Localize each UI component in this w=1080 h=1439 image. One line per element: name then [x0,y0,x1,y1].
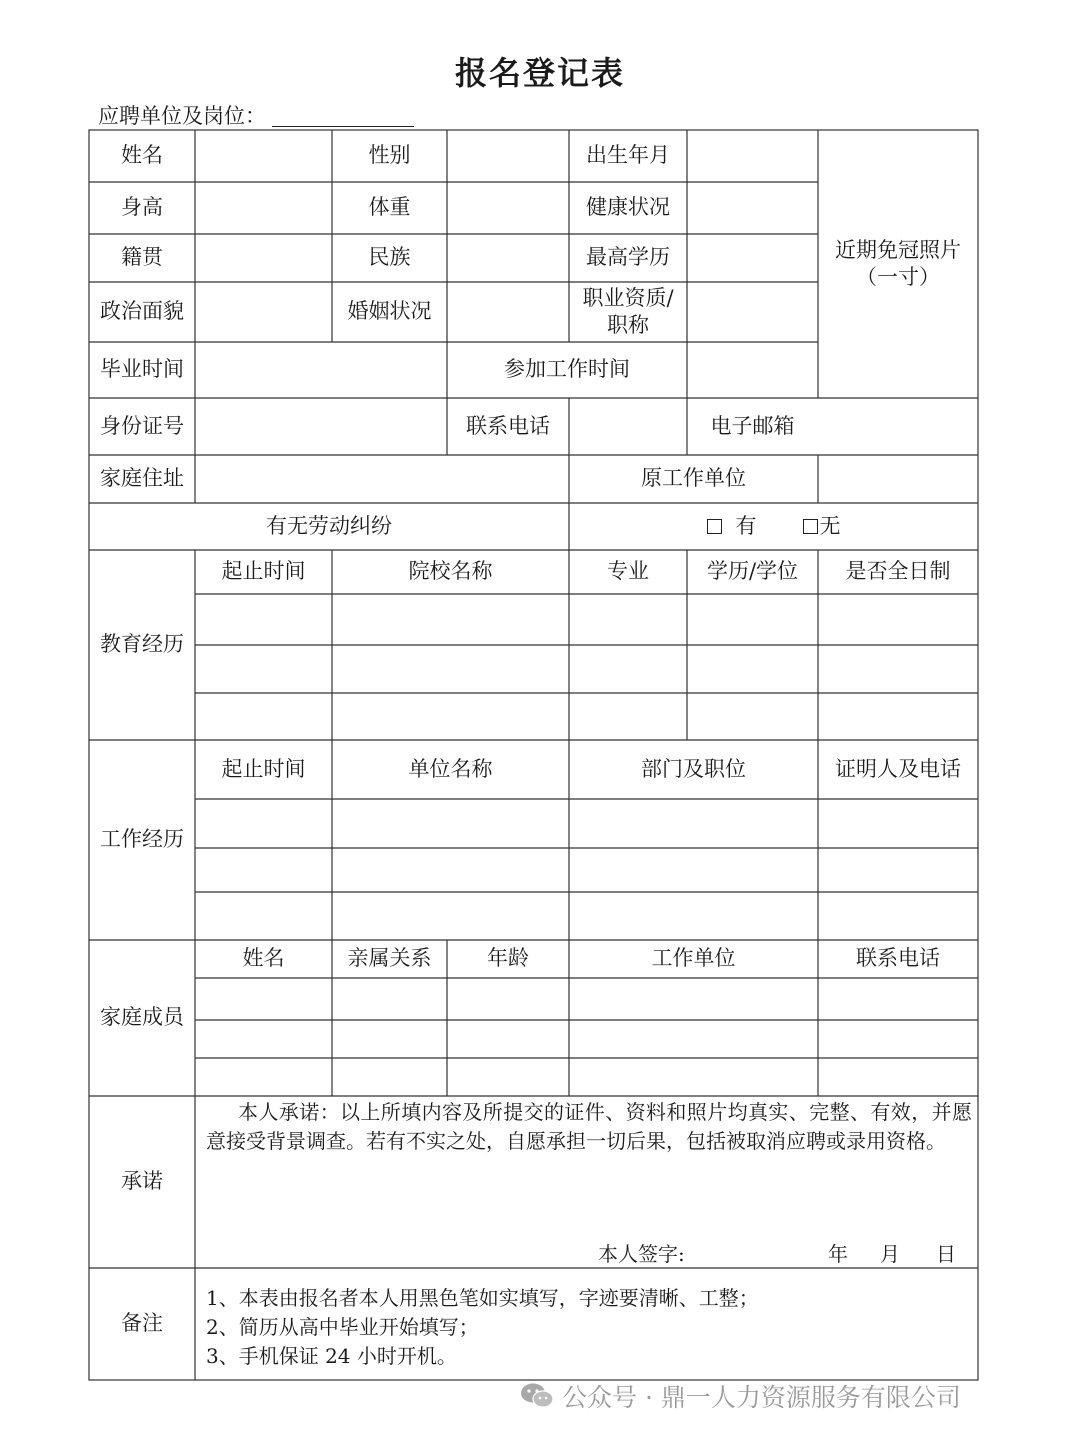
address-field[interactable] [195,455,569,503]
family-row[interactable] [195,1058,978,1096]
family-header-name: 姓名 [242,946,285,971]
promise-text: 本人承诺：以上所填内容及所提交的证件、资料和照片均真实、完整、有效，并愿意接受背景调查。若有不实之处，自愿承担一切后果，包括被取消应聘或录用资格。 [206,1100,972,1153]
education-level-field[interactable] [687,234,818,282]
labor-dispute-label: 有无劳动纠纷 [266,513,392,538]
date-day-label: 日 [936,1242,956,1266]
graduation-time-field[interactable] [195,342,447,398]
edu-header-degree: 学历/学位 [706,559,799,584]
marital-status-label: 婚姻状况 [347,299,432,324]
phone-label: 联系电话 [466,413,550,438]
promise-section-label: 承诺 [121,1169,163,1194]
work-start-field[interactable] [687,342,818,398]
qualification-field[interactable] [687,282,818,342]
dispute-no-option[interactable] [803,513,841,540]
weight-field[interactable] [447,182,569,234]
signature-field[interactable] [700,1236,810,1264]
marital-status-field[interactable] [447,282,569,342]
work-header-employer: 单位名称 [408,756,493,781]
edu-header-period: 起止时间 [221,559,306,584]
family-header-phone: 联系电话 [856,946,940,971]
education-section-label: 教育经历 [100,632,184,657]
work-section-label: 工作经历 [100,827,184,852]
work-row[interactable] [195,892,978,940]
previous-employer-field[interactable] [818,455,978,503]
dispute-yes-option[interactable] [707,513,757,540]
work-row[interactable] [195,848,978,892]
ethnicity-field[interactable] [447,234,569,282]
remark-item: 3、手机保证 24 小时开机。 [206,1344,457,1368]
height-label: 身高 [121,195,163,220]
dispute-yes-label: 有 [735,513,757,538]
watermark [520,1378,961,1414]
date-year-label: 年 [828,1242,848,1266]
health-field[interactable] [687,182,818,234]
family-header-relation: 亲属关系 [347,946,432,971]
family-section-label: 家庭成员 [100,1005,184,1030]
work-header-reference: 证明人及电话 [835,756,961,781]
remark-item: 2、简历从高中毕业开始填写； [206,1315,479,1339]
family-header-age: 年龄 [487,946,529,971]
labor-dispute-options [569,503,978,550]
photo-box[interactable] [818,130,978,398]
family-row[interactable] [195,978,978,1020]
birth-label: 出生年月 [586,143,670,168]
family-row[interactable] [195,1020,978,1058]
id-number-field[interactable] [195,398,447,455]
family-header-employer: 工作单位 [651,946,736,971]
signature-label: 本人签字: [598,1242,685,1266]
political-status-label: 政治面貌 [100,299,184,324]
email-label: 电子邮箱 [710,413,795,438]
address-label: 家庭住址 [100,466,184,491]
edu-header-fulltime: 是否全日制 [845,559,951,584]
gender-label: 性别 [368,143,411,168]
edu-header-major: 专业 [607,559,649,584]
dispute-yes-checkbox[interactable] [707,519,722,534]
photo-label: 近期免冠照片 [835,237,961,262]
id-number-label: 身份证号 [100,413,184,438]
dispute-no-label: 无 [819,513,841,538]
apply-position-label: 应聘单位及岗位： [98,104,266,128]
previous-employer-label: 原工作单位 [641,466,746,491]
education-row[interactable] [195,645,978,693]
name-field[interactable] [195,130,332,182]
political-status-field[interactable] [195,282,332,342]
qualification-label: 职业资质/职称 [582,285,674,337]
dispute-no-checkbox[interactable] [803,519,818,534]
edu-header-school: 院校名称 [408,559,493,584]
watermark-text: 公众号 · 鼎一人力资源服务有限公司 [562,1383,961,1412]
wechat-icon [520,1382,554,1410]
height-field[interactable] [195,182,332,234]
education-level-label: 最高学历 [586,245,670,270]
native-place-field[interactable] [195,234,332,282]
education-row[interactable] [195,594,978,645]
email-field[interactable] [818,398,978,455]
phone-field[interactable] [569,398,687,455]
native-place-label: 籍贯 [121,245,163,270]
birth-field[interactable] [687,130,818,182]
form-title: 报名登记表 [454,54,625,92]
name-label: 姓名 [121,143,163,168]
ethnicity-label: 民族 [368,245,411,270]
health-label: 健康状况 [586,195,670,220]
work-start-label: 参加工作时间 [504,357,630,382]
gender-field[interactable] [447,130,569,182]
weight-label: 体重 [368,195,411,220]
work-header-position: 部门及职位 [641,756,746,781]
work-header-period: 起止时间 [221,756,306,781]
graduation-time-label: 毕业时间 [100,357,184,382]
photo-size-label: （一寸） [856,265,940,289]
remarks-section-label: 备注 [121,1311,163,1336]
remark-item: 1、本表由报名者本人用黑色笔如实填写，字迹要清晰、工整； [206,1286,759,1310]
date-month-label: 月 [880,1242,900,1266]
education-row[interactable] [195,693,978,740]
work-row[interactable] [195,799,978,848]
